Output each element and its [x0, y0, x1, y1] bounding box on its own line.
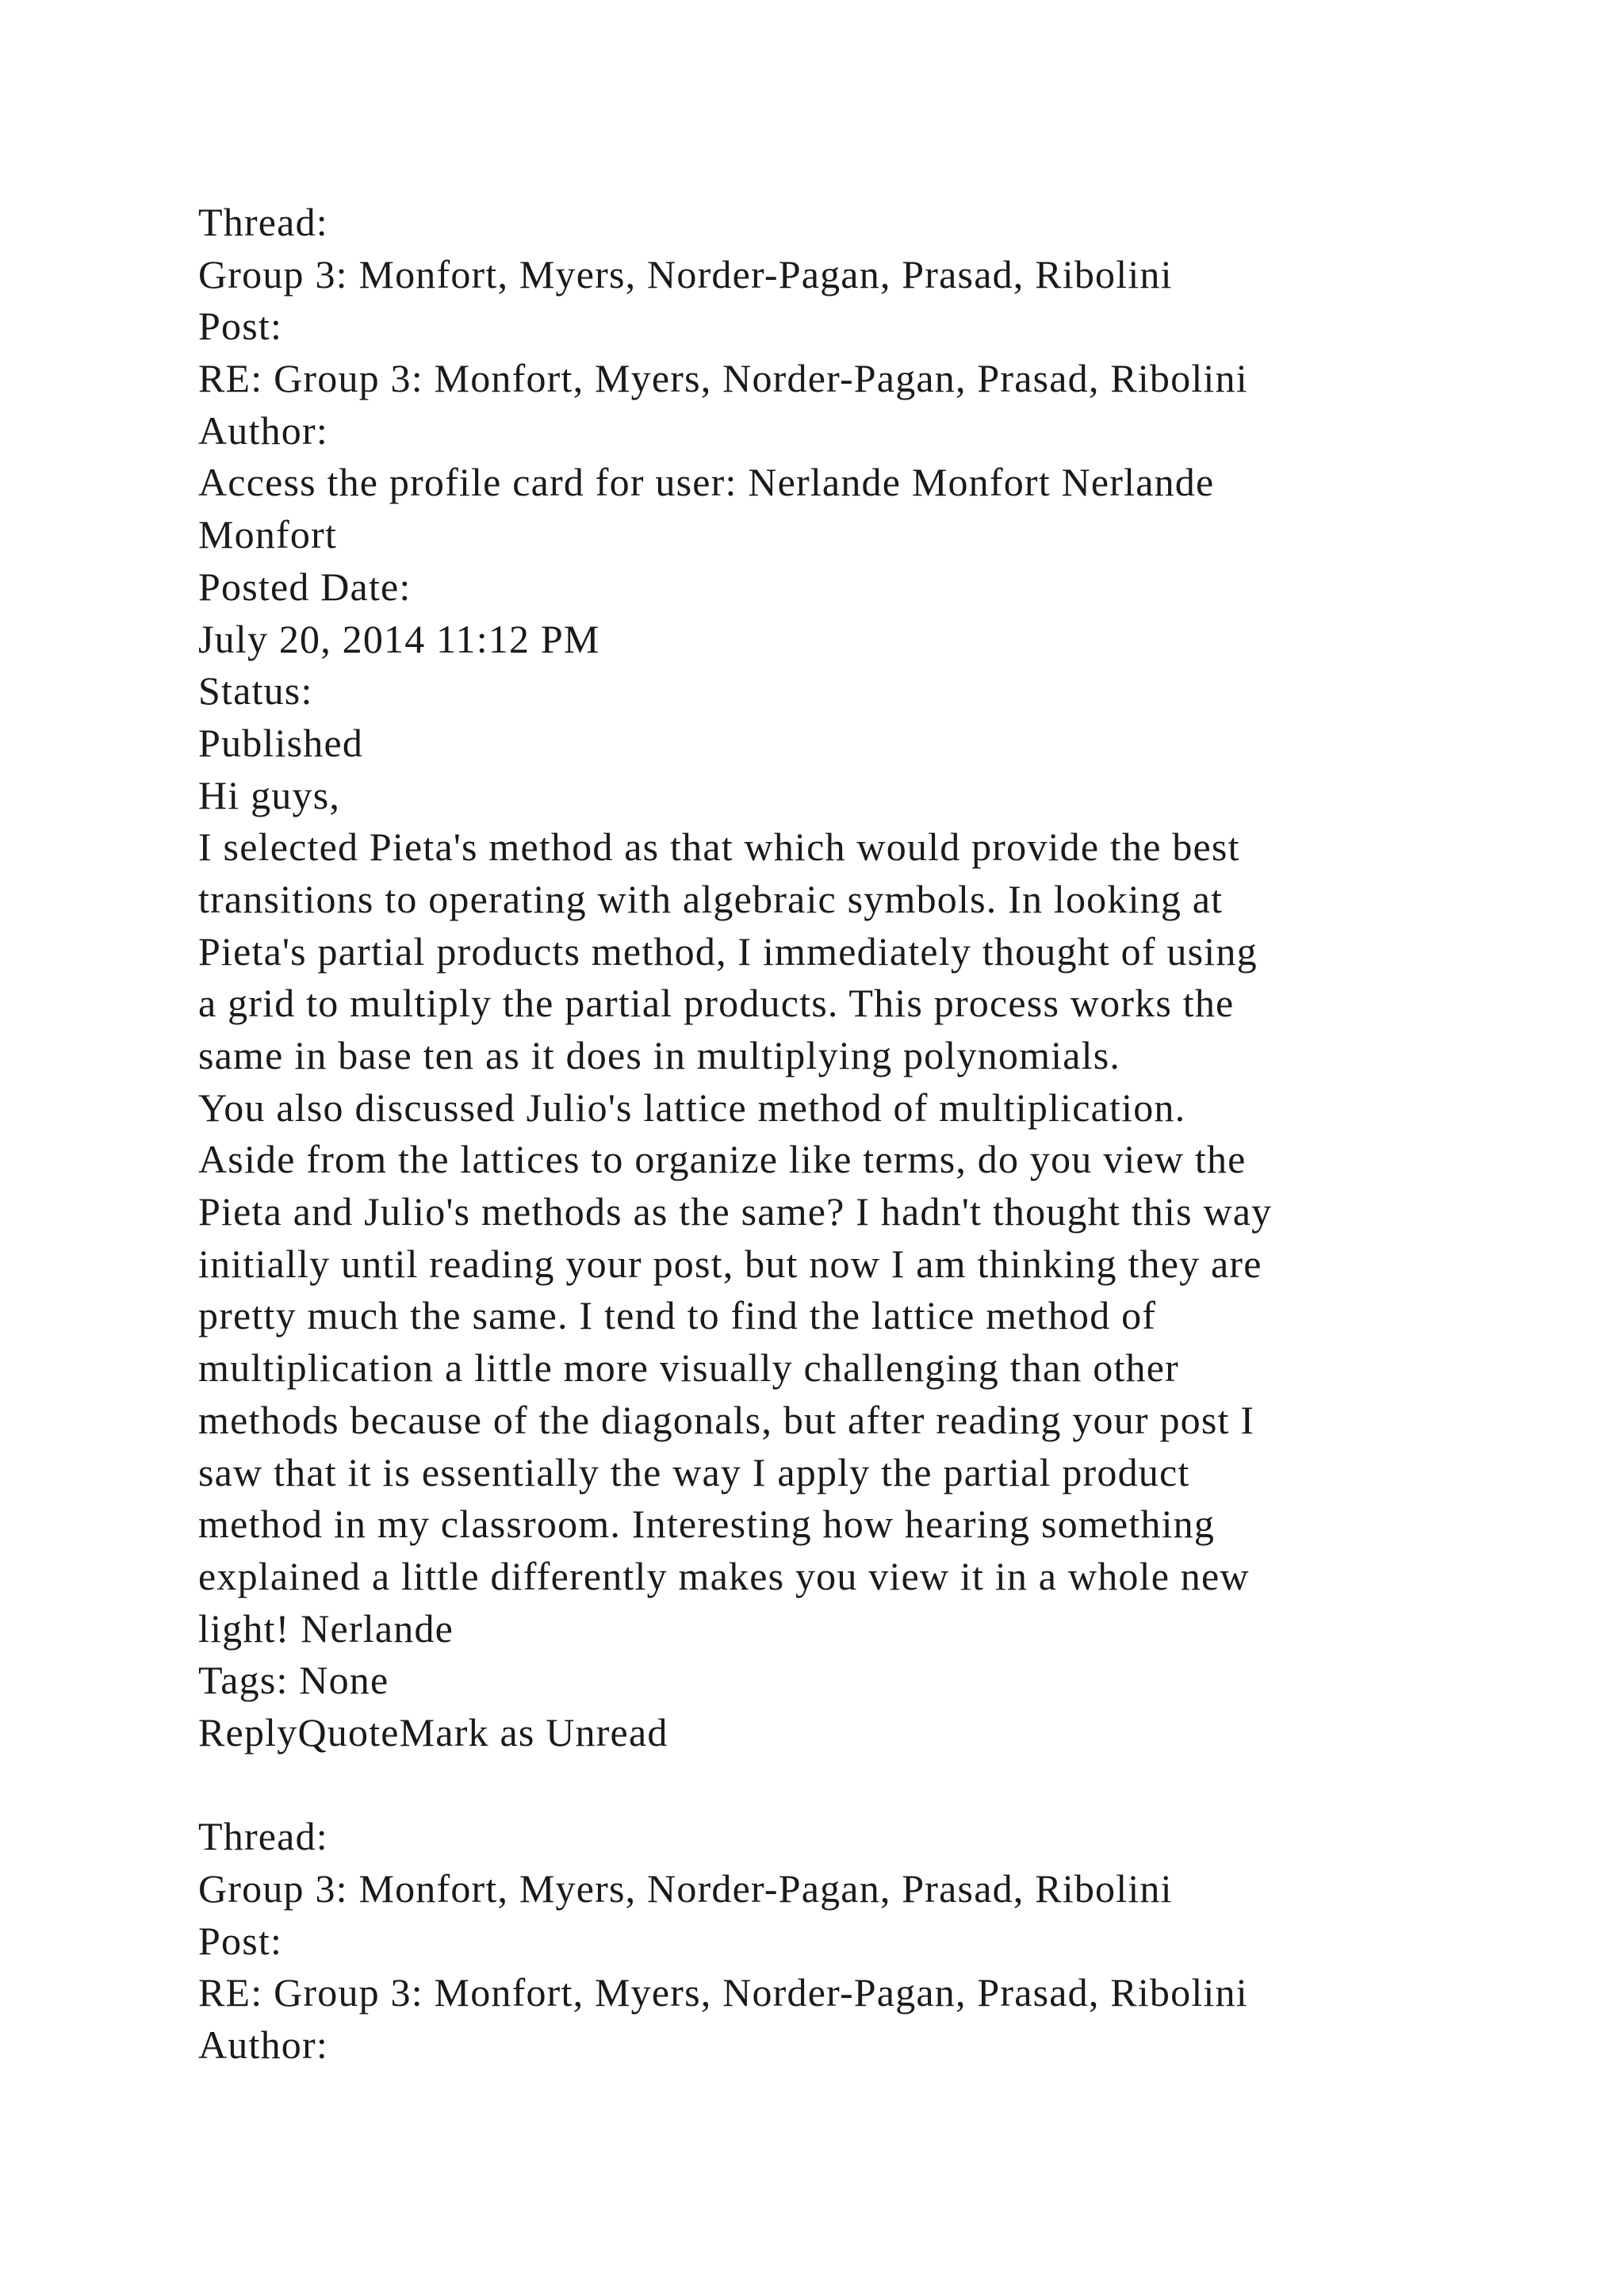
post-body-line: a grid to multiply the partial products. This process works the — [198, 981, 1235, 1026]
post-body-line: You also discussed Julio's lattice method of multiplication. — [198, 1085, 1186, 1130]
reply-link[interactable]: Reply — [198, 1709, 298, 1755]
thread-label: Thread: — [198, 200, 328, 244]
status-label: Status: — [198, 668, 313, 714]
author-profile-link-line2[interactable]: Monfort — [198, 512, 338, 557]
spacer — [198, 1759, 1467, 1812]
post-body-line: explained a little differently makes you view it in a whole new — [198, 1553, 1250, 1598]
posted-date-label: Posted Date: — [198, 564, 412, 609]
post-body-line: initially until reading your post, but now I am thinking they are — [198, 1241, 1262, 1286]
post-body-line: method in my classroom. Interesting how hearing something — [198, 1502, 1216, 1547]
post-title: RE: Group 3: Monfort, Myers, Norder-Pagan, Prasad, Ribolini — [198, 1970, 1248, 2015]
post-label: Post: — [198, 1918, 283, 1963]
post-body-line: Aside from the lattices to organize like terms, do you view the — [198, 1137, 1247, 1182]
status-value: Published — [198, 720, 364, 765]
post-title: RE: Group 3: Monfort, Myers, Norder-Pagan, Prasad, Ribolini — [198, 356, 1248, 401]
mark-as-unread-link[interactable]: Mark as Unread — [399, 1709, 668, 1755]
post-body-line: pretty much the same. I tend to find the lattice method of — [198, 1293, 1157, 1338]
thread-title: Group 3: Monfort, Myers, Norder-Pagan, Prasad, Ribolini — [198, 1866, 1173, 1911]
post-body-line: methods because of the diagonals, but after reading your post I — [198, 1397, 1255, 1442]
thread-title: Group 3: Monfort, Myers, Norder-Pagan, Prasad, Ribolini — [198, 251, 1173, 297]
post-body-line: same in base ten as it does in multiplying polynomials. — [198, 1033, 1121, 1077]
post-body-line: saw that it is essentially the way I apply the partial product — [198, 1449, 1190, 1494]
quote-link[interactable]: Quote — [297, 1709, 400, 1755]
author-label: Author: — [198, 2022, 328, 2068]
post-body — [198, 770, 1467, 1655]
post-label: Post: — [198, 304, 283, 349]
tags-text: Tags: None — [198, 1658, 389, 1703]
post-body-line: Pieta and Julio's methods as the same? I hadn't thought this way — [198, 1189, 1273, 1234]
posted-date-value: July 20, 2014 11:12 PM — [198, 616, 600, 661]
document-content — [198, 197, 1467, 2072]
post-body-line: transitions to operating with algebraic symbols. In looking at — [198, 876, 1224, 921]
author-profile-link-line1[interactable]: Access the profile card for user: Nerlande Monfort Nerlande — [198, 460, 1215, 505]
author-label: Author: — [198, 408, 328, 453]
post-body-line: Hi guys, — [198, 772, 341, 817]
post-body-line: multiplication a little more visually challenging than other — [198, 1345, 1179, 1391]
post-body-line: light! Nerlande — [198, 1605, 454, 1651]
post-body-line: I selected Pieta's method as that which would provide the best — [198, 825, 1240, 870]
post-actions — [198, 1707, 1467, 1759]
thread-label: Thread: — [198, 1814, 328, 1859]
post-body-line: Pieta's partial products method, I immediately thought of using — [198, 928, 1258, 974]
